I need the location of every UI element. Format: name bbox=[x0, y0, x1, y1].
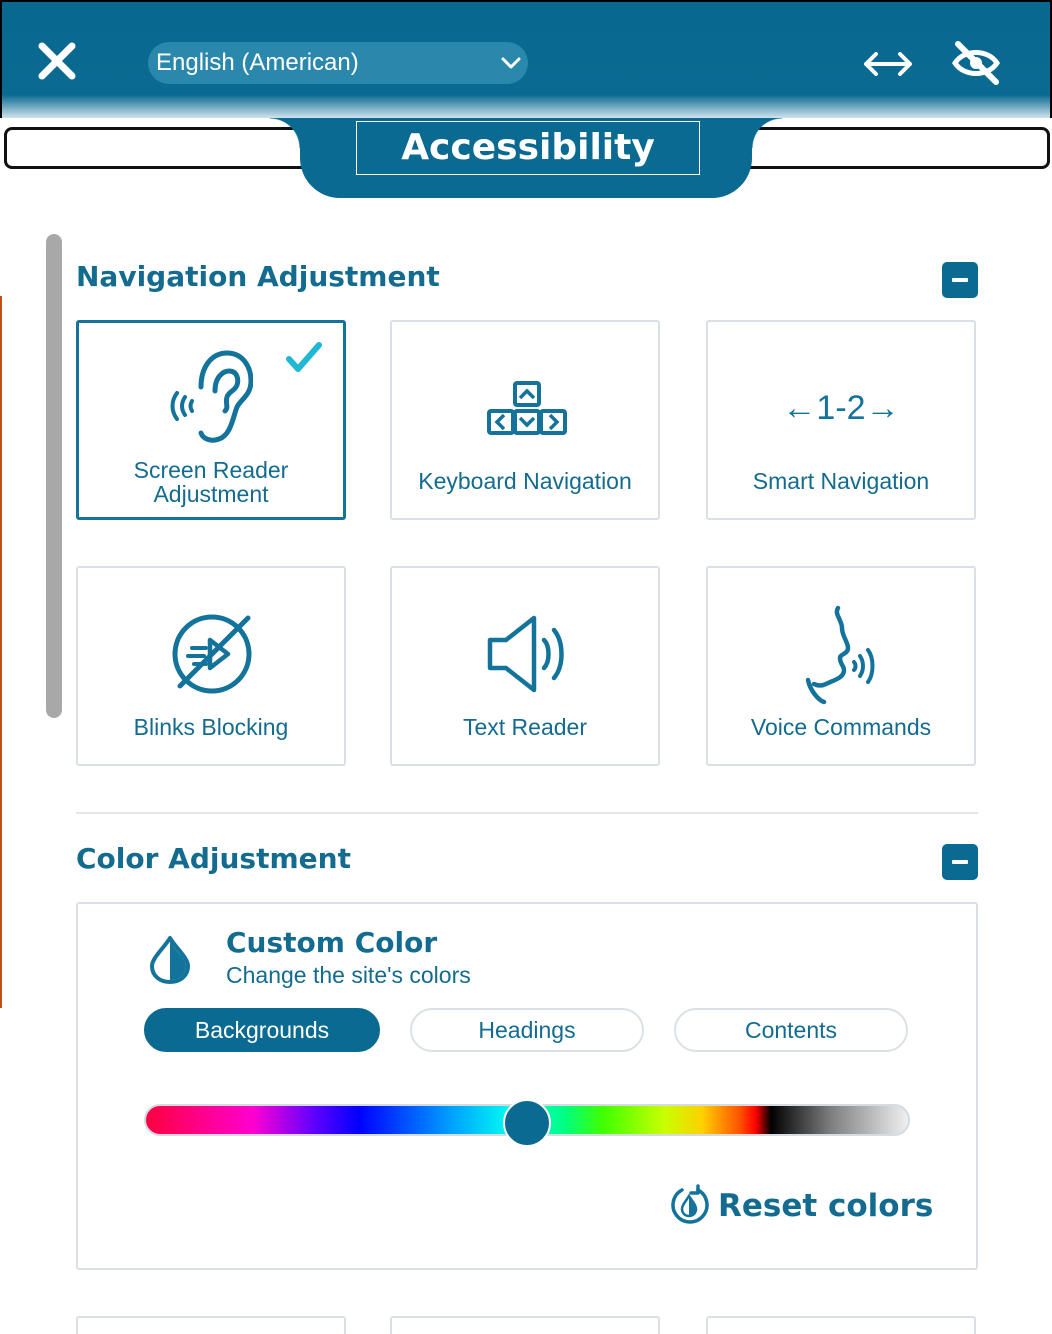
custom-color-subtitle: Change the site's colors bbox=[226, 962, 471, 988]
tile-label: Text Reader bbox=[462, 714, 587, 740]
tile-text-reader[interactable] bbox=[390, 566, 660, 766]
tile-keyboard-navigation[interactable] bbox=[390, 320, 660, 520]
smart-navigation-icon bbox=[708, 388, 974, 428]
tile-screen-reader[interactable] bbox=[76, 320, 346, 520]
arrow-right-icon: → bbox=[865, 389, 900, 427]
tile-label: Blinks Blocking bbox=[133, 714, 289, 740]
language-select-value: English (American) bbox=[156, 49, 359, 76]
speaker-icon bbox=[486, 614, 568, 694]
ear-icon bbox=[167, 347, 253, 445]
tile-label: Screen Reader bbox=[133, 457, 289, 483]
tile-label: Keyboard Navigation bbox=[418, 468, 632, 494]
tile-label: Smart Navigation bbox=[752, 468, 930, 494]
tile-voice-commands[interactable] bbox=[706, 566, 976, 766]
tile-partial[interactable] bbox=[706, 1316, 976, 1334]
reset-drop-icon bbox=[668, 1184, 710, 1226]
page-title: Accessibility bbox=[356, 121, 700, 175]
drop-icon bbox=[148, 934, 192, 984]
edge-line bbox=[0, 296, 2, 1008]
tab-headings[interactable]: Headings bbox=[410, 1008, 644, 1052]
custom-color-title: Custom Color bbox=[226, 926, 438, 959]
keyboard-arrows-icon bbox=[486, 380, 568, 438]
section-title-navigation: Navigation Adjustment bbox=[76, 260, 440, 293]
tile-partial[interactable] bbox=[390, 1316, 660, 1334]
resize-button[interactable] bbox=[860, 44, 916, 84]
tab-backgrounds[interactable]: Backgrounds bbox=[144, 1008, 380, 1052]
reset-colors-label: Reset colors bbox=[718, 1188, 934, 1224]
close-icon bbox=[34, 38, 80, 84]
voice-head-icon bbox=[804, 604, 886, 706]
chevron-down-icon bbox=[500, 52, 522, 74]
collapse-navigation-button[interactable] bbox=[942, 262, 978, 298]
arrow-left-icon: ← bbox=[782, 389, 817, 427]
tab-contents[interactable]: Contents bbox=[674, 1008, 908, 1052]
hide-widget-button[interactable] bbox=[950, 38, 1002, 88]
eye-off-icon bbox=[950, 38, 1002, 88]
language-select[interactable] bbox=[148, 42, 528, 84]
smart-navigation-icon-text: 1-2 bbox=[816, 389, 866, 427]
tile-label: Voice Commands bbox=[750, 714, 932, 740]
blink-block-icon bbox=[170, 612, 254, 696]
tile-blinks-blocking[interactable] bbox=[76, 566, 346, 766]
color-slider-thumb[interactable] bbox=[503, 1099, 551, 1147]
collapse-color-button[interactable] bbox=[942, 844, 978, 880]
scrollbar[interactable] bbox=[46, 234, 62, 718]
tile-label: Adjustment bbox=[153, 481, 269, 507]
tile-smart-navigation[interactable] bbox=[706, 320, 976, 520]
horizontal-arrows-icon bbox=[860, 44, 916, 84]
section-title-color: Color Adjustment bbox=[76, 842, 351, 875]
check-icon bbox=[285, 341, 323, 375]
section-divider bbox=[76, 812, 978, 814]
close-button[interactable] bbox=[34, 38, 80, 84]
widget-header bbox=[0, 0, 1052, 200]
tile-partial[interactable] bbox=[76, 1316, 346, 1334]
